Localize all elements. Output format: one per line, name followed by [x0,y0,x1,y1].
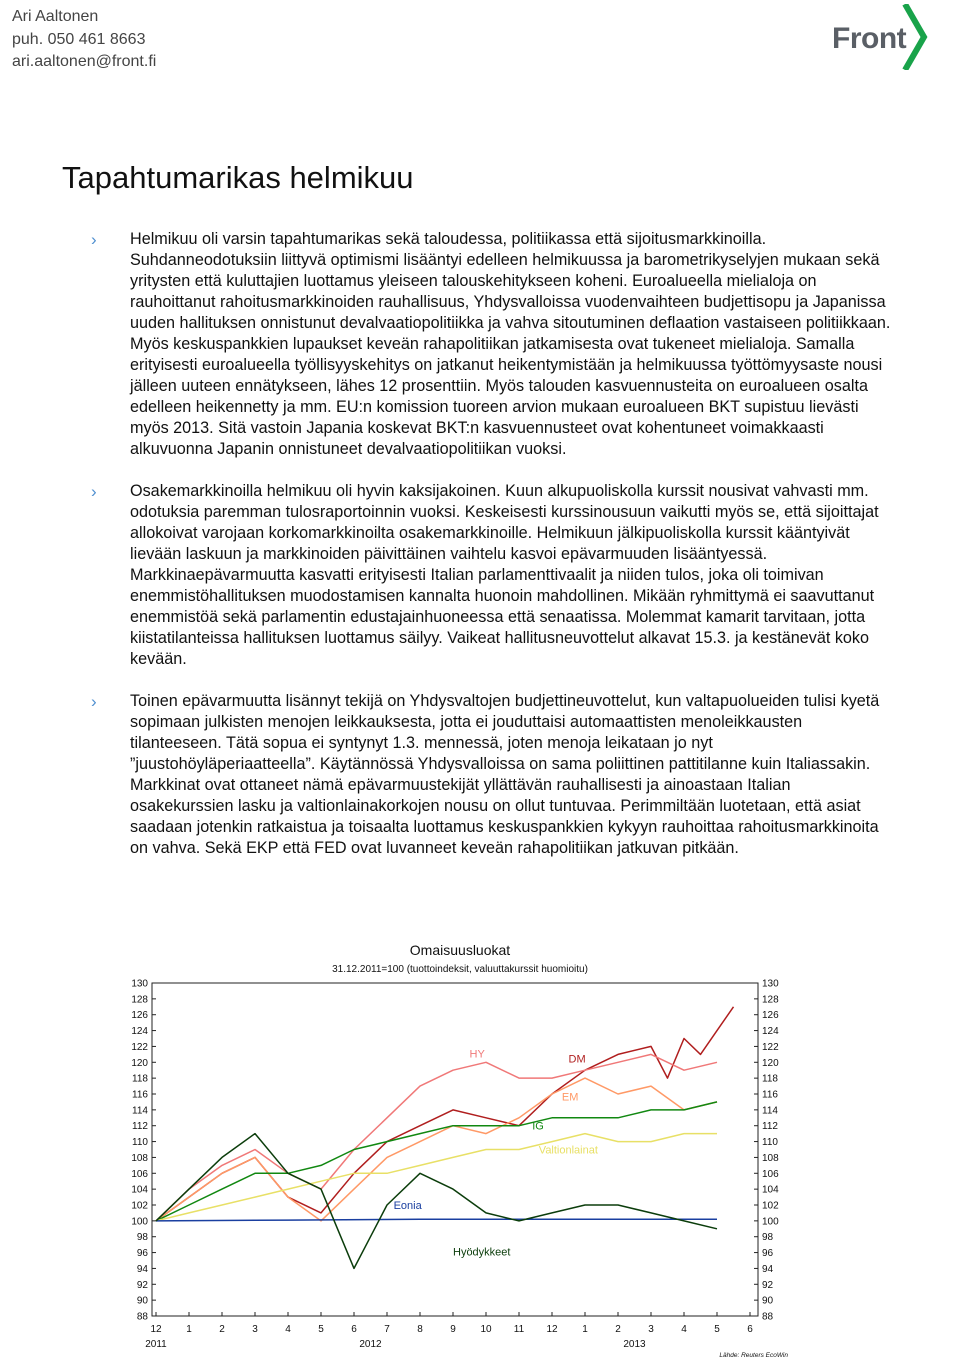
asset-class-chart [110,935,800,1359]
bullet-chevron-icon: › [91,482,97,501]
series-label: HY [469,1048,485,1061]
x-tick-label: 2 [615,1324,621,1335]
chart-title: Omaisuusluokat [409,942,511,958]
series-label: DM [568,1053,586,1066]
y-tick-label-left: 118 [132,1073,148,1085]
y-tick-label-left: 100 [131,1216,148,1228]
series-line-dm [156,1007,734,1221]
chart-source: Lähde: Reuters EcoWin [719,1352,788,1359]
y-tick-label-left: 130 [131,978,148,990]
y-tick-label-left: 112 [132,1121,148,1133]
y-tick-label-left: 124 [131,1026,148,1038]
y-tick-label-right: 118 [762,1073,778,1085]
y-tick-label-left: 102 [131,1200,148,1212]
x-tick-label: 2 [219,1324,225,1335]
line-chart [110,935,800,1359]
y-tick-label-left: 128 [131,994,148,1006]
bullet-chevron-icon: › [91,692,97,711]
list-item [91,691,894,859]
y-tick-label-left: 88 [136,1311,148,1323]
y-tick-label-left: 126 [131,1010,148,1022]
y-tick-label-left: 120 [131,1057,148,1069]
x-tick-label: 9 [450,1324,456,1335]
y-tick-label-right: 88 [762,1311,774,1323]
series-label: Eonia [393,1199,422,1212]
y-tick-label-right: 94 [762,1263,774,1275]
series-line-hy [156,1054,717,1221]
series-label: IG [532,1120,544,1133]
y-tick-label-right: 102 [762,1200,779,1212]
y-tick-label-right: 122 [762,1041,779,1053]
page-title: Tapahtumarikas helmikuu [62,160,414,195]
logo-text: Front [832,22,907,55]
series-label: EM [561,1091,579,1104]
x-tick-label: 1 [186,1324,192,1335]
y-tick-label-right: 106 [762,1168,779,1180]
list-item [91,481,894,670]
y-tick-label-left: 94 [136,1263,148,1275]
x-tick-label: 6 [747,1324,753,1335]
y-tick-label-right: 104 [762,1184,779,1196]
paragraph-text: Toinen epävarmuutta lisännyt tekijä on Yhdysvaltojen budjettineuvottelut, kun valtapuolueiden tulisi kyetä sopimaan julkisten menojen leikkauksesta, jotta ei jouduttaisi automaattisten menoleikkausten tilanteeseen. Tätä sopua ei syntynyt 1.3. mennessä, joten menoja leikataan jo nyt ”juustohöyläperiaatteella”. Käytännössä Yhdysvalloissa on sama poliittinen pattitilanne kuin Italiassakin. Markkinat ovat ottaneet nämä epävarmuustekijät yllättävän rauhallisesti ja ainoastaan Italian osakekurssien lasku ja valtionlainakorkojen nousu on ollut tuntuvaa. Perimmiltään luotetaan, että asiat saadaan jotenkin ratkaistua ja toisaalta luottamus keskuspankkien kykyyn rauhoittaa rahoitusmarkkinoita on vahva. Sekä EKP että FED ovat luvanneet keveän rahapolitiikan jatkuvan pitkään. [130,692,880,857]
y-tick-label-right: 100 [762,1216,779,1228]
y-tick-label-right: 116 [762,1089,778,1101]
y-tick-label-left: 92 [136,1279,148,1291]
y-tick-label-right: 98 [762,1232,774,1244]
y-tick-label-right: 114 [762,1105,778,1117]
x-tick-label: 8 [417,1324,423,1335]
y-tick-label-right: 110 [762,1137,778,1149]
y-tick-label-right: 92 [762,1279,774,1291]
y-tick-label-left: 114 [132,1105,148,1117]
y-tick-label-right: 96 [762,1248,774,1260]
y-tick-label-left: 104 [131,1184,148,1196]
contact-email[interactable]: ari.aaltonen@front.fi [12,53,157,70]
series-label: Valtionlainat [538,1144,598,1157]
contact-phone: puh. 050 461 8663 [12,30,146,48]
x-tick-label: 11 [513,1324,525,1335]
y-tick-label-left: 110 [132,1137,148,1149]
paragraph-text: Helmikuu oli varsin tapahtumarikas sekä taloudessa, politiikassa että sijoitusmarkkinoilla. Suhdanneodotuksiin liittyvä optimismi lisääntyi edelleen helmikuussa ja barometrikyselyjen mukaan sekä yritysten että kuluttajien luottamus yleiseen talouskehitykseen koheni. Euroalueella mielialoja on rauhoittanut rahoitusmarkkinoiden rauhallisuus, Yhdysvalloissa vuodenvaihteen budjettisopu ja Japanissa uuden hallituksen onnistunut devalvaatiopolitiikka ja vahva sitoutuminen deflaation vastaiseen politiikkaan. Myös keskuspankkien lupaukset keveän rahapolitiikan jatkamisesta ovat tukeneet mielialoja. Samalla erityisesti euroalueella työllisyyskehitys on jatkanut heikentymistään ja helmikuussa työttömyysaste nousi jälleen uuteen ennätykseen, lähes 12 prosenttiin. Myös talouden kasvuennusteita on euroalueen osalta edelleen heikennetty ja mm. EU:n komission tuoreen arvion mukaan euroalueen BKT supistuu lievästi myös 2013. Sitä vastoin Japania koskevat BKT:n kasvuennusteet ovat kohentuneet voimakkaasti alkuvuonna Japanin onnistuneet devalvaatiopolitiikan vuoksi. [130,230,891,458]
y-tick-label-right: 108 [762,1152,779,1164]
bullet-list [91,229,894,880]
y-tick-label-right: 112 [762,1121,778,1133]
series-line-eonia [156,1219,717,1221]
year-label: 2012 [359,1339,382,1350]
x-tick-label: 5 [714,1324,720,1335]
y-tick-label-left: 96 [136,1248,148,1260]
contact-block [12,6,156,74]
y-tick-label-left: 122 [131,1041,148,1053]
chart-subtitle: 31.12.2011=100 (tuottoindeksit, valuuttakurssit huomioitu) [332,964,588,975]
y-tick-label-right: 130 [762,978,779,990]
y-tick-label-right: 124 [762,1026,779,1038]
x-tick-label: 4 [681,1324,687,1335]
contact-name: Ari Aaltonen [12,8,99,25]
x-tick-label: 5 [318,1324,324,1335]
x-tick-label: 3 [648,1324,654,1335]
y-tick-label-left: 90 [136,1295,148,1307]
x-tick-label: 12 [150,1324,162,1335]
year-label: 2013 [623,1339,646,1350]
x-tick-label: 3 [252,1324,258,1335]
series-label: Hyödykkeet [453,1246,511,1259]
y-tick-label-left: 108 [131,1152,148,1164]
x-tick-label: 1 [582,1324,588,1335]
y-tick-label-left: 116 [132,1089,148,1101]
y-tick-label-right: 126 [762,1010,779,1022]
front-logo [832,4,932,70]
y-tick-label-right: 90 [762,1295,774,1307]
x-tick-label: 12 [546,1324,558,1335]
x-tick-label: 10 [480,1324,492,1335]
x-tick-label: 6 [351,1324,357,1335]
x-tick-label: 7 [384,1324,390,1335]
list-item [91,229,894,460]
y-tick-label-left: 106 [131,1168,148,1180]
year-label: 2011 [145,1339,167,1350]
bullet-chevron-icon: › [91,230,97,249]
y-tick-label-right: 128 [762,994,779,1006]
series-line-em [156,1078,717,1221]
paragraph-text: Osakemarkkinoilla helmikuu oli hyvin kaksijakoinen. Kuun alkupuoliskolla kurssit nousivat vahvasti mm. odotuksia paremman tulosraportoinnin vuoksi. Keskeisesti kurssinousuun vaikutti myös se, että sijoittajat allokoivat varojaan korkomarkkinoilta osakemarkkinoille. Helmikuun jälkipuoliskolla kurssit kääntyivät lievään laskuun ja markkinoiden päivittäinen vaihtelu kasvoi epävarmuuden lisääntyessä. Markkinaepävarmuutta kasvatti erityisesti Italian parlamenttivaalit ja niiden tulos, joka oli toimivan enemmistöhallituksen muodostamisen kannalta huonoin mahdollinen. Mikään ryhmittymä ei saavuttanut enemmistöä sekä parlamentin edustajainhuoneessa että senaatissa. Molemmat kamarit tarvitaan, jotta kiistatilanteissa hallituksen luottamus säilyy. Vaikeat hallitusneuvottelut alkavat 15.3. ja kestänevät koko kevään. [130,482,879,668]
y-tick-label-right: 120 [762,1057,779,1069]
plot-frame [152,983,758,1316]
y-tick-label-left: 98 [136,1232,148,1244]
x-tick-label: 4 [285,1324,291,1335]
logo-chevron-icon [902,4,928,70]
